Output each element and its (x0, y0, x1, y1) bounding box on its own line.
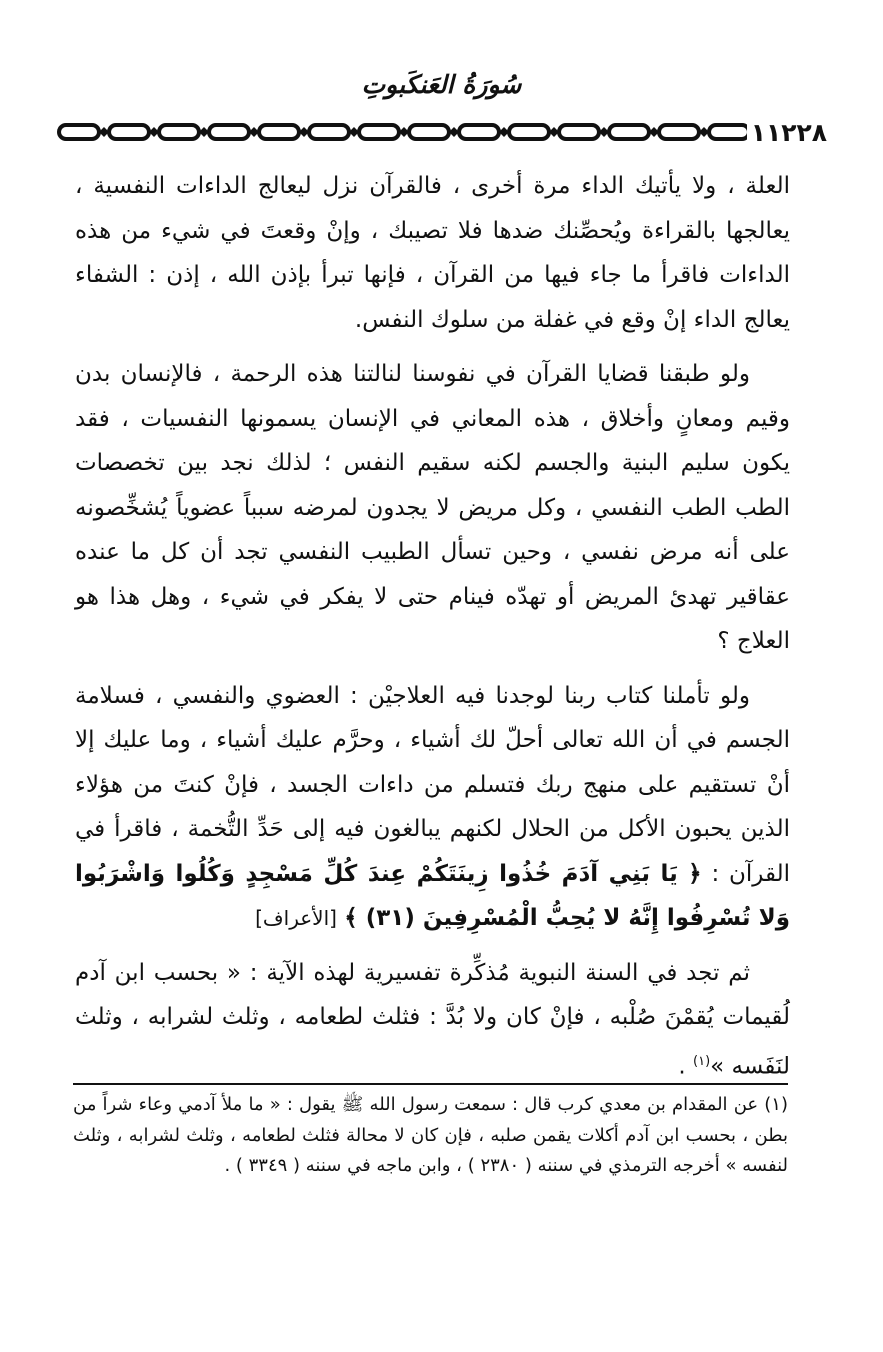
ornamental-border (55, 117, 845, 147)
footnote-marker: (١) (693, 1053, 711, 1069)
footnote-1: (١) عن المقدام بن معدي كرب قال : سمعت رسول الله ﷺ يقول : « ما ملأ آدمي وعاء شراً من بطن ، بحسب ابن آدم أكلات يقمن صلبه ، فإن كان لا محالة فثلث لطعامه ، وثلث لشرابه ، وثلث لنفسه » أخرجه الترمذي في سننه ( ٢٣٨٠ ) ، وابن ماجه في سننه ( ٣٣٤٩ ) . (73, 1094, 788, 1176)
verse-reference: [الأعراف] (255, 906, 337, 930)
paragraph-1: العلة ، ولا يأتيك الداء مرة أخرى ، فالقرآن نزل ليعالج الداءات النفسية ، يعالجها بالقراءة ويُحصِّنك ضدها فلا تصيبك ، وإنْ وقعتَ في شيء من هذه الداءات فاقرأ ما جاء فيها من القرآن ، فإنها تبرأ بإذن الله ، إذن : الشفاء يعالج الداء إنْ وقع في غفلة من سلوك النفس. (75, 173, 790, 333)
chain-ornament-icon (55, 117, 845, 147)
paragraph-4 (75, 951, 790, 1089)
main-text (75, 164, 790, 1089)
paragraph-2: ولو طبقنا قضايا القرآن في نفوسنا لنالتنا هذه الرحمة ، فالإنسان بدن وقيم ومعانٍ وأخلاق ، هذه المعاني في الإنسان يسمونها النفسيات ، فقد يكون سليم البنية والجسم لكنه سقيم النفس ؛ لذلك نجد بين تخصصات الطب الطب النفسي ، وكل مريض لا يجدون لمرضه سبباً عضوياً يُشخِّصونه على أنه مرض نفسي ، وحين تسأل الطبيب النفسي تجد أن كل ما عنده عقاقير تهدئ المريض أو تهدّه فينام حتى لا يفكر في شيء ، وهل هذا هو العلاج ؟ (75, 361, 790, 654)
paragraph-4-end: . (678, 1053, 686, 1080)
footnotes (73, 1090, 788, 1182)
quran-verse: ﴿ يَا بَنِي آدَمَ خُذُوا زِينَتَكُمْ عِندَ كُلِّ مَسْجِدٍ وَكُلُوا وَاشْرَبُوا وَلا تُسْرِفُوا إِنَّهُ لا يُحِبُّ الْمُسْرِفِينَ (٣١) ﴾ (75, 860, 790, 931)
paragraph-4-text: ثم تجد في السنة النبوية مُذكِّرة تفسيرية لهذه الآية : « بحسب ابن آدم لُقيمات يُقمْنَ صُلْبه ، فإنْ كان ولا بُدَّ : فثلث لطعامه ، وثلث لشرابه ، وثلث لنَفَسه » (75, 959, 790, 1080)
surah-title: سُورَةُ العَنكَبوتِ (361, 70, 522, 99)
paragraph-3 (75, 674, 790, 941)
page-number: ١١٢٢٨ (747, 118, 831, 148)
paragraph-3-text: ولو تأملنا كتاب ربنا لوجدنا فيه العلاجيْن : العضوي والنفسي ، فسلامة الجسم في أن الله تعالى أحلّ لك أشياء ، وحرَّم عليك أشياء ، وما عليك إلا أنْ تستقيم على منهج ربك فتسلم من داءات الجسد ، فإنْ كنتَ من هؤلاء الذين يحبون الأكل من الحلال لكنهم يبالغون فيه إلى حَدِّ التُّخمة ، فاقرأ في القرآن : (75, 682, 790, 887)
footnote-divider (73, 1083, 788, 1085)
